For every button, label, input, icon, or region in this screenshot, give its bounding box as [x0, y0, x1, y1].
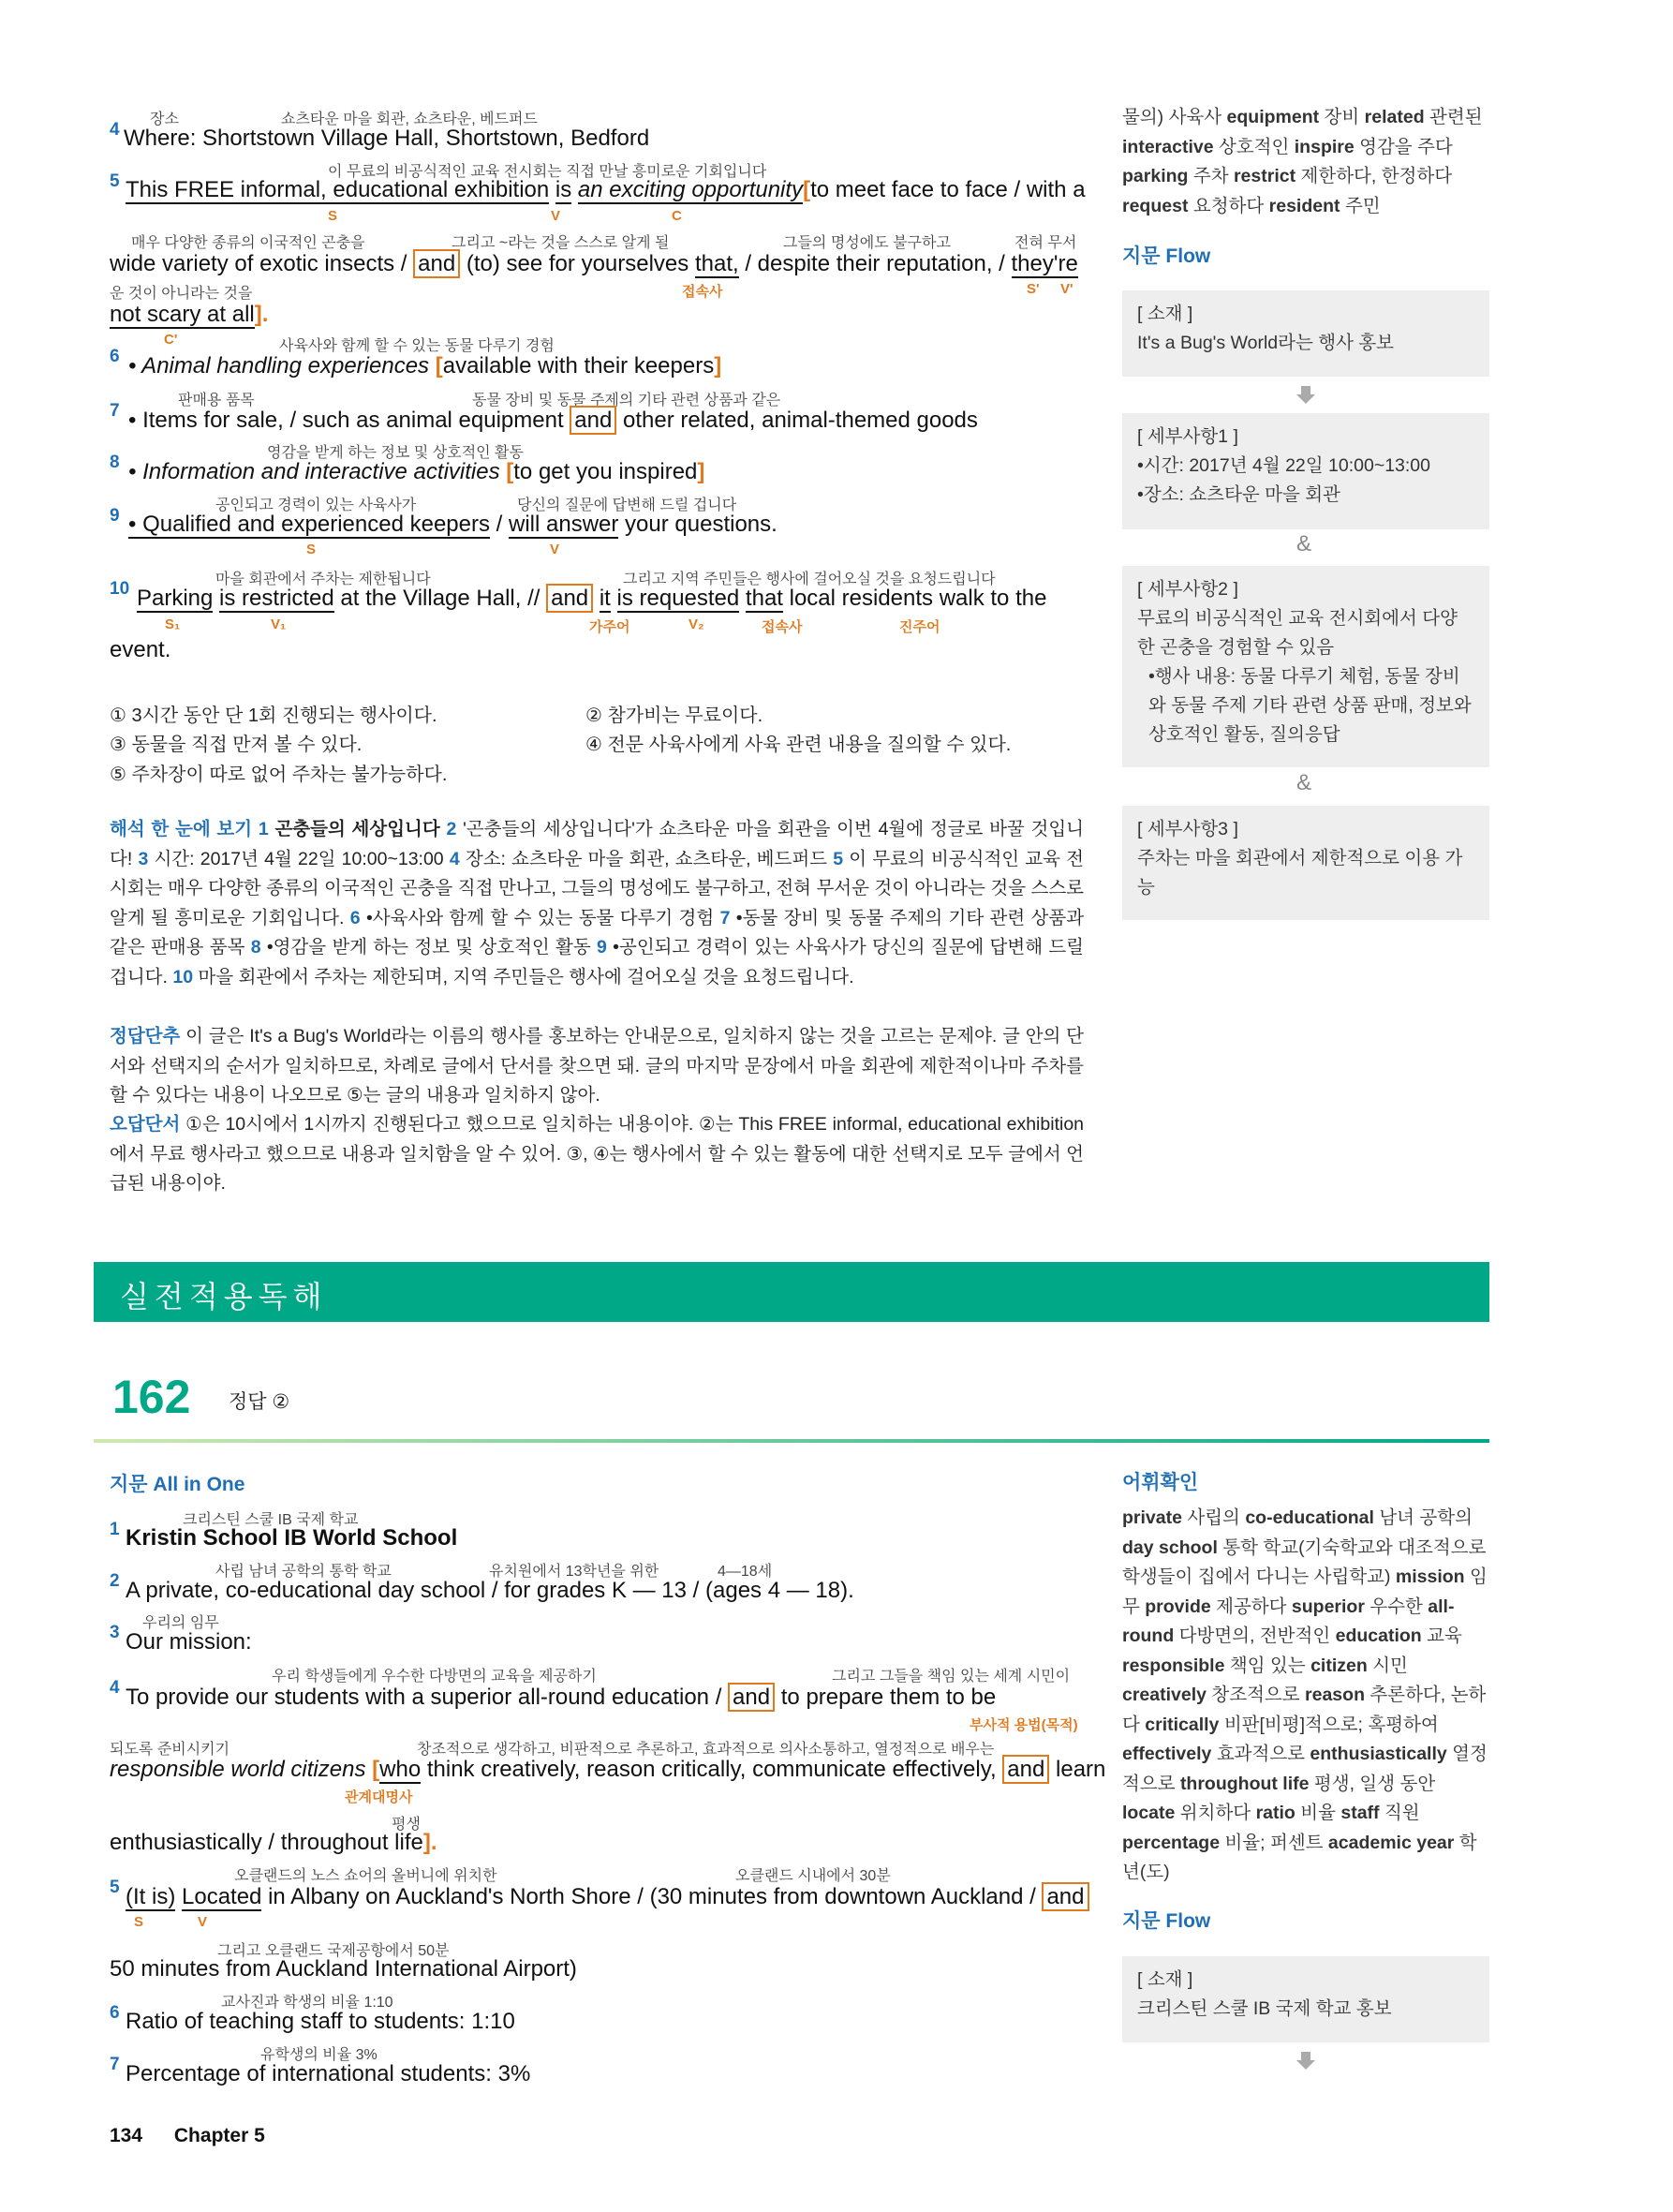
grammar-tag: S [306, 542, 317, 557]
line-number: 5 [110, 1878, 120, 1897]
line-number: 6 [110, 2003, 120, 2023]
gloss: 오클랜드의 노스 쇼어의 올버니에 위치한 [234, 1868, 497, 1884]
gloss: 오클랜드 시내에서 30분 [735, 1868, 891, 1884]
sentence: event. [110, 637, 171, 662]
vocab-list-top: 물의) 사육사 equipment 장비 related 관련된 interactive 상호적인 inspire 영감을 주다 parking 주차 restrict 제한하다, 한정하다 request 요청하다 resident 주민 [1122, 107, 1483, 216]
gloss: 평생 [392, 1817, 421, 1833]
sentence: not scary at all]. [110, 302, 269, 327]
sentence: • Items for sale, / such as animal equipment and other related, animal-themed goods [128, 408, 978, 433]
choice-3[interactable]: ③ 동물을 직접 만져 볼 수 있다. [110, 735, 363, 755]
line-number: 8 [110, 453, 120, 472]
gloss: 공인되고 경력이 있는 사육사가 [215, 497, 417, 513]
gloss: 되도록 준비시키기 [110, 1742, 230, 1758]
vocab-list-bottom: private 사립의 co-educational 남녀 공학의 day school 통학 학교(기숙학교와 대조적으로 학생들이 집에서 다니는 사립학교) mission 임무 provide 제공하다 superior 우수한 all-round 다방면의, 전반적인 education 교육 responsible 책임 있는 citizen 시민 creatively 창조적으로 reason 추론하다, 논하다 critically 비판[비평]적으로; 혹평하여 effectively 효과적으로 enthusiastically 열정적으로 throughout life 평생, 일생 동안 locate 위치하다 ratio 비율 staff 직원 percentage 비율; 퍼센트 academic year 학년(도) [1122, 1507, 1488, 1882]
gloss: 크리스틴 스쿨 IB 국제 학교 [183, 1512, 359, 1528]
grammar-tag: V [550, 542, 560, 557]
gloss: 쇼츠타운 마을 회관, 쇼츠타운, 베드퍼드 [281, 111, 538, 127]
gloss: 사립 남녀 공학의 통학 학교 [215, 1564, 392, 1580]
flow-card-topic: [ 소재 ] 크리스틴 스쿨 IB 국제 학교 홍보 [1122, 1956, 1489, 2042]
line-number: 3 [110, 1623, 120, 1642]
gloss: 사육사와 함께 할 수 있는 동물 다루기 경험 [279, 338, 555, 354]
grammar-tag: V [551, 208, 561, 224]
gloss: 교사진과 학생의 비율 1:10 [221, 1995, 393, 2011]
line-number: 7 [110, 2055, 120, 2074]
flow-card-detail-3: [ 세부사항3 ] 주차는 마을 회관에서 제한적으로 이용 가능 [1122, 806, 1489, 920]
answer-label: 정답 ② [229, 1391, 290, 1413]
down-arrow-icon [1295, 384, 1316, 405]
gloss: 당신의 질문에 답변해 드릴 겁니다 [517, 497, 737, 513]
flow-heading: 지문 Flow [1122, 1910, 1211, 1932]
flow-card-detail-2: [ 세부사항2 ] 무료의 비공식적인 교육 전시회에서 다양한 곤충을 경험할 수 있음 •행사 내용: 동물 다루기 체험, 동물 장비와 동물 주제 기타 관련 상품 판매, 정보와 상호적인 활동, 질의응답 [1122, 566, 1489, 767]
line-number: 6 [110, 347, 120, 366]
section-banner [94, 1262, 1489, 1322]
gloss: 영감을 받게 하는 정보 및 상호적인 활동 [267, 445, 524, 461]
down-arrow-icon [1295, 2050, 1316, 2071]
answer-explanation: 정답단추 이 글은 It's a Bug's World라는 이름의 행사를 홍보하는 안내문으로, 일치하지 않는 것을 고르는 문제야. 글 안의 단서와 선택지의 순서가 일치하므로, 차례로 글에서 단서를 찾으면 돼. 글의 마지막 문장에서 마을 회관에 제한적이나마 주차를 할 수 있다는 내용이 나오므로 ⑤는 글의 내용과 일치하지 않아. [110, 1026, 1085, 1106]
gloss: 우리 학생들에게 우수한 다방면의 교육을 제공하기 [272, 1669, 597, 1685]
gloss: 동물 장비 및 동물 주제의 기타 관련 상품과 같은 [472, 393, 781, 408]
sentence: To provide our students with a superior all-round education / and to prepare them to be [126, 1685, 997, 1710]
gloss: 우리의 임무 [142, 1615, 219, 1631]
sentence: A private, co-educational day school / for grades K — 13 / (ages 4 — 18). [126, 1578, 854, 1603]
grammar-tag: 가주어 [589, 619, 630, 635]
grammar-tag: 진주어 [899, 619, 940, 635]
question-number: 162 [112, 1371, 191, 1423]
gloss: 유치원에서 13학년을 위한 [489, 1564, 659, 1580]
translation-label: 해석 한 눈에 보기 [110, 819, 253, 839]
line-number: 4 [110, 120, 120, 140]
gloss: 그리고 지역 주민들은 행사에 걸어오실 것을 요청드립니다 [623, 572, 996, 587]
line-number: 4 [110, 1678, 120, 1698]
gloss: 그리고 그들을 책임 있는 세계 시민이 [832, 1669, 1071, 1685]
sentence: Our mission: [126, 1629, 252, 1655]
grammar-tag: V [198, 1914, 208, 1930]
line-number: 1 [110, 1520, 120, 1539]
wrong-explanation-label: 오답단서 [110, 1114, 181, 1135]
answer-explanation-label: 정답단추 [110, 1026, 181, 1047]
grammar-tag: 관계대명사 [345, 1789, 413, 1805]
gloss: 마을 회관에서 주차는 제한됩니다 [215, 572, 431, 587]
gloss: 그리고 오클랜드 국제공항에서 50분 [217, 1943, 450, 1959]
grammar-tag: 접속사 [762, 619, 803, 635]
gloss: 전혀 무서 [1014, 235, 1077, 251]
line-number: 2 [110, 1571, 120, 1591]
sentence: Ratio of teaching staff to students: 1:10 [126, 2009, 515, 2034]
gloss: 매우 다양한 종류의 이국적인 곤충을 [131, 235, 365, 251]
vocab-heading: 어휘확인 [1122, 1472, 1199, 1493]
gloss: 창조적으로 생각하고, 비판적으로 추론하고, 효과적으로 의사소통하고, 열정적으로 배우는 [417, 1742, 995, 1758]
gloss: 판매용 품목 [178, 393, 255, 408]
flow-card-topic: [ 소재 ] It's a Bug's World라는 행사 홍보 [1122, 290, 1489, 377]
grammar-tag: V₁ [271, 616, 287, 632]
wrong-explanation: 오답단서 ①은 10시에서 1시까지 진행된다고 했으므로 일치하는 내용이야. ②는 This FREE informal, educational exhibition에서 무료 행사라고 했으므로 내용과 일치함을 알 수 있어. ③, ④는 행사에서 할 수 있는 활동에 대한 선택지로 모두 글에서 언급된 내용이야. [110, 1114, 1085, 1194]
gloss: 운 것이 아니라는 것을 [110, 286, 253, 302]
choice-4[interactable]: ④ 전문 사육사에게 사육 관련 내용을 질의할 수 있다. [585, 735, 1012, 755]
sentence: This FREE informal, educational exhibition is an exciting opportunity[to meet face to face / with a [126, 177, 1086, 202]
line-number: 5 [110, 171, 120, 191]
divider [94, 1439, 1489, 1443]
gloss: 이 무료의 비공식적인 교육 전시회는 직접 만날 흥미로운 기회입니다 [328, 164, 767, 180]
sentence: enthusiastically / throughout life]. [110, 1830, 437, 1855]
all-in-one-heading: 지문 All in One [110, 1474, 245, 1495]
sentence: Kristin School IB World School [126, 1525, 458, 1551]
grammar-tag: S [134, 1914, 144, 1930]
gloss: 그리고 ~라는 것을 스스로 알게 될 [452, 235, 670, 251]
sentence: • Animal handling experiences [available with their keepers] [128, 353, 722, 379]
sentence: • Information and interactive activities [to get you inspired] [128, 459, 705, 484]
gloss: 유학생의 비율 3% [260, 2047, 378, 2063]
grammar-tag: S₁ [165, 616, 181, 632]
choice-1[interactable]: ① 3시간 동안 단 1회 진행되는 행사이다. [110, 705, 437, 726]
ampersand: & [1296, 770, 1312, 795]
sentence: 50 minutes from Auckland International Airport) [110, 1956, 577, 1982]
sentence: Where: Shortstown Village Hall, Shortstown, Bedford [124, 126, 650, 151]
translation-paragraph: 해석 한 눈에 보기 1 곤충들의 세상입니다 2 '곤충들의 세상입니다'가 쇼츠타운 마을 회관을 이번 4월에 정글로 바꿀 것입니다! 3 시간: 2017년 4월 22일 10:00~13:00 4 장소: 쇼츠타운 마을 회관, 쇼츠타운, 베드퍼드 5 이 무료의 비공식적인 교육 전시회는 매우 다양한 종류의 이국적인 곤충을 직접 만나고, 그들의 명성에도 불구하고, 전혀 무서운 것이 아니라는 것을 스스로 알게 될 흥미로운 기회입니다. 6 •사육사와 함께 할 수 있는 동물 다루기 경험 7 •동물 장비 및 동물 주제의 기타 관련 상품과 같은 판매용 품목 8 •영감을 받게 하는 정보 및 상호적인 활동 9 •공인되고 경력이 있는 사육사가 당신의 질문에 답변해 드릴 겁니다. 10 마을 회관에서 주차는 제한되며, 지역 주민들은 행사에 걸어오실 것을 요청드립니다. [110, 819, 1085, 987]
grammar-tag: S' [1027, 281, 1040, 297]
page-number: 134 [110, 2125, 143, 2146]
sentence: Parking is restricted at the Village Hall, // and it is requested that local residents walk to the [137, 586, 1047, 611]
grammar-tag: C' [164, 332, 178, 348]
page-footer [110, 2125, 265, 2147]
choice-2[interactable]: ② 참가비는 무료이다. [585, 705, 763, 726]
sentence: Percentage of international students: 3% [126, 2061, 531, 2086]
sentence: wide variety of exotic insects / and (to) see for yourselves that, / despite their reputation, / they're [110, 251, 1078, 276]
line-number: 9 [110, 506, 120, 526]
grammar-tag: V' [1060, 281, 1073, 297]
flow-heading: 지문 Flow [1122, 245, 1211, 267]
flow-card-detail-1: [ 세부사항1 ] •시간: 2017년 4월 22일 10:00~13:00 •장소: 쇼츠타운 마을 회관 [1122, 413, 1489, 529]
grammar-tag: 접속사 [682, 284, 723, 300]
line-number: 7 [110, 401, 120, 421]
section-title: 실전적용독해 [120, 1280, 328, 1314]
gloss: 그들의 명성에도 불구하고 [783, 235, 951, 251]
grammar-tag: S [328, 208, 338, 224]
line-number: 10 [110, 579, 130, 599]
choice-5[interactable]: ⑤ 주차장이 따로 없어 주차는 불가능하다. [110, 765, 448, 785]
sentence: • Qualified and experienced keepers / will answer your questions. [128, 512, 777, 537]
grammar-tag: C [672, 208, 682, 224]
gloss: 4—18세 [718, 1564, 773, 1580]
grammar-tag: 부사적 용법(목적) [970, 1717, 1078, 1733]
chapter-label: Chapter 5 [173, 2125, 265, 2146]
gloss: 장소 [150, 111, 179, 127]
sentence: responsible world citizens [who think creatively, reason critically, communicate effectively, and learn [110, 1757, 1106, 1782]
grammar-tag: V₂ [688, 616, 704, 632]
ampersand: & [1296, 531, 1312, 557]
sentence: (It is) Located in Albany on Auckland's North Shore / (30 minutes from downtown Auckland / and [126, 1884, 1089, 1910]
